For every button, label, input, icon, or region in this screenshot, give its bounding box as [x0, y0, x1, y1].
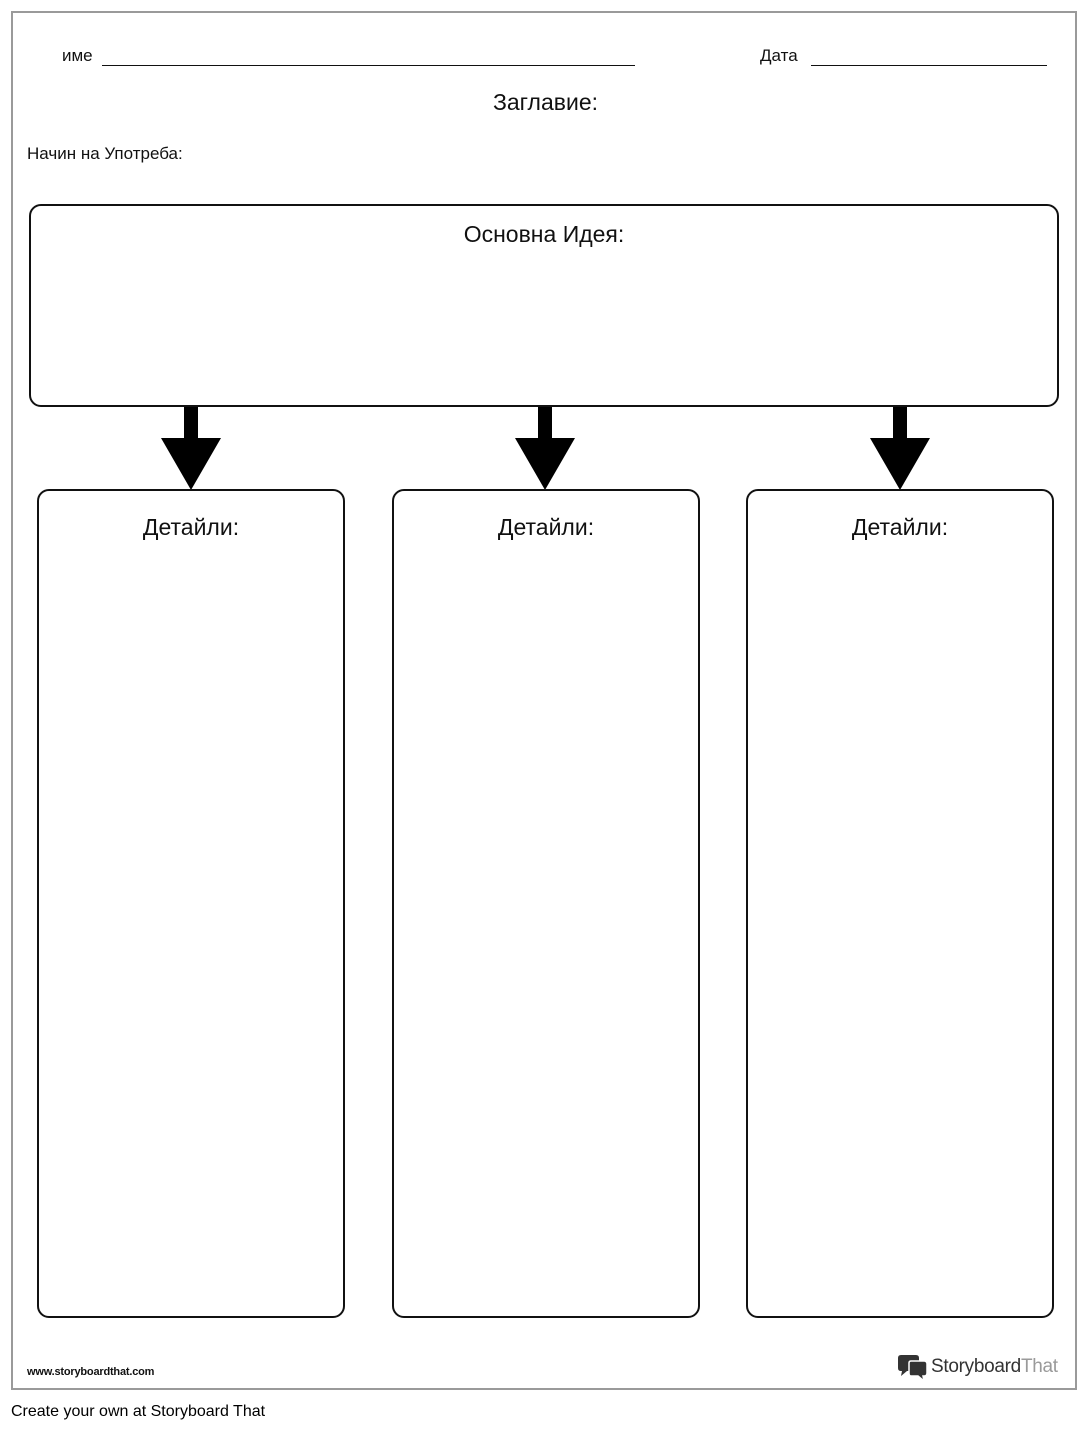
- date-label: Дата: [760, 46, 798, 65]
- arrow-down-icon: [161, 407, 221, 491]
- details-heading: Детайли:: [142, 514, 240, 540]
- instructions-label: Начин на Употреба:: [27, 144, 183, 163]
- speech-bubbles-icon: [896, 1354, 928, 1382]
- logo-text-light: That: [1020, 1356, 1058, 1377]
- arrow-down-icon: [870, 407, 930, 491]
- site-url: www.storyboardthat.com: [27, 1366, 155, 1378]
- arrow-down-icon: [515, 407, 575, 491]
- details-box-3[interactable]: [746, 489, 1054, 1318]
- main-idea-heading: Основна Идея:: [463, 221, 625, 247]
- footer-link[interactable]: Create your own at Storyboard That: [11, 1403, 266, 1420]
- storyboardthat-logo: [896, 1352, 1071, 1382]
- main-idea-box[interactable]: [29, 204, 1059, 407]
- name-line[interactable]: [102, 65, 635, 66]
- name-label: име: [62, 46, 93, 65]
- page-title: Заглавие:: [492, 89, 599, 115]
- details-heading: Детайли:: [497, 514, 595, 540]
- details-box-1[interactable]: [37, 489, 345, 1318]
- date-line[interactable]: [811, 65, 1047, 66]
- logo-text-dark: Storyboard: [931, 1356, 1021, 1377]
- details-heading: Детайли:: [851, 514, 949, 540]
- details-box-2[interactable]: [392, 489, 700, 1318]
